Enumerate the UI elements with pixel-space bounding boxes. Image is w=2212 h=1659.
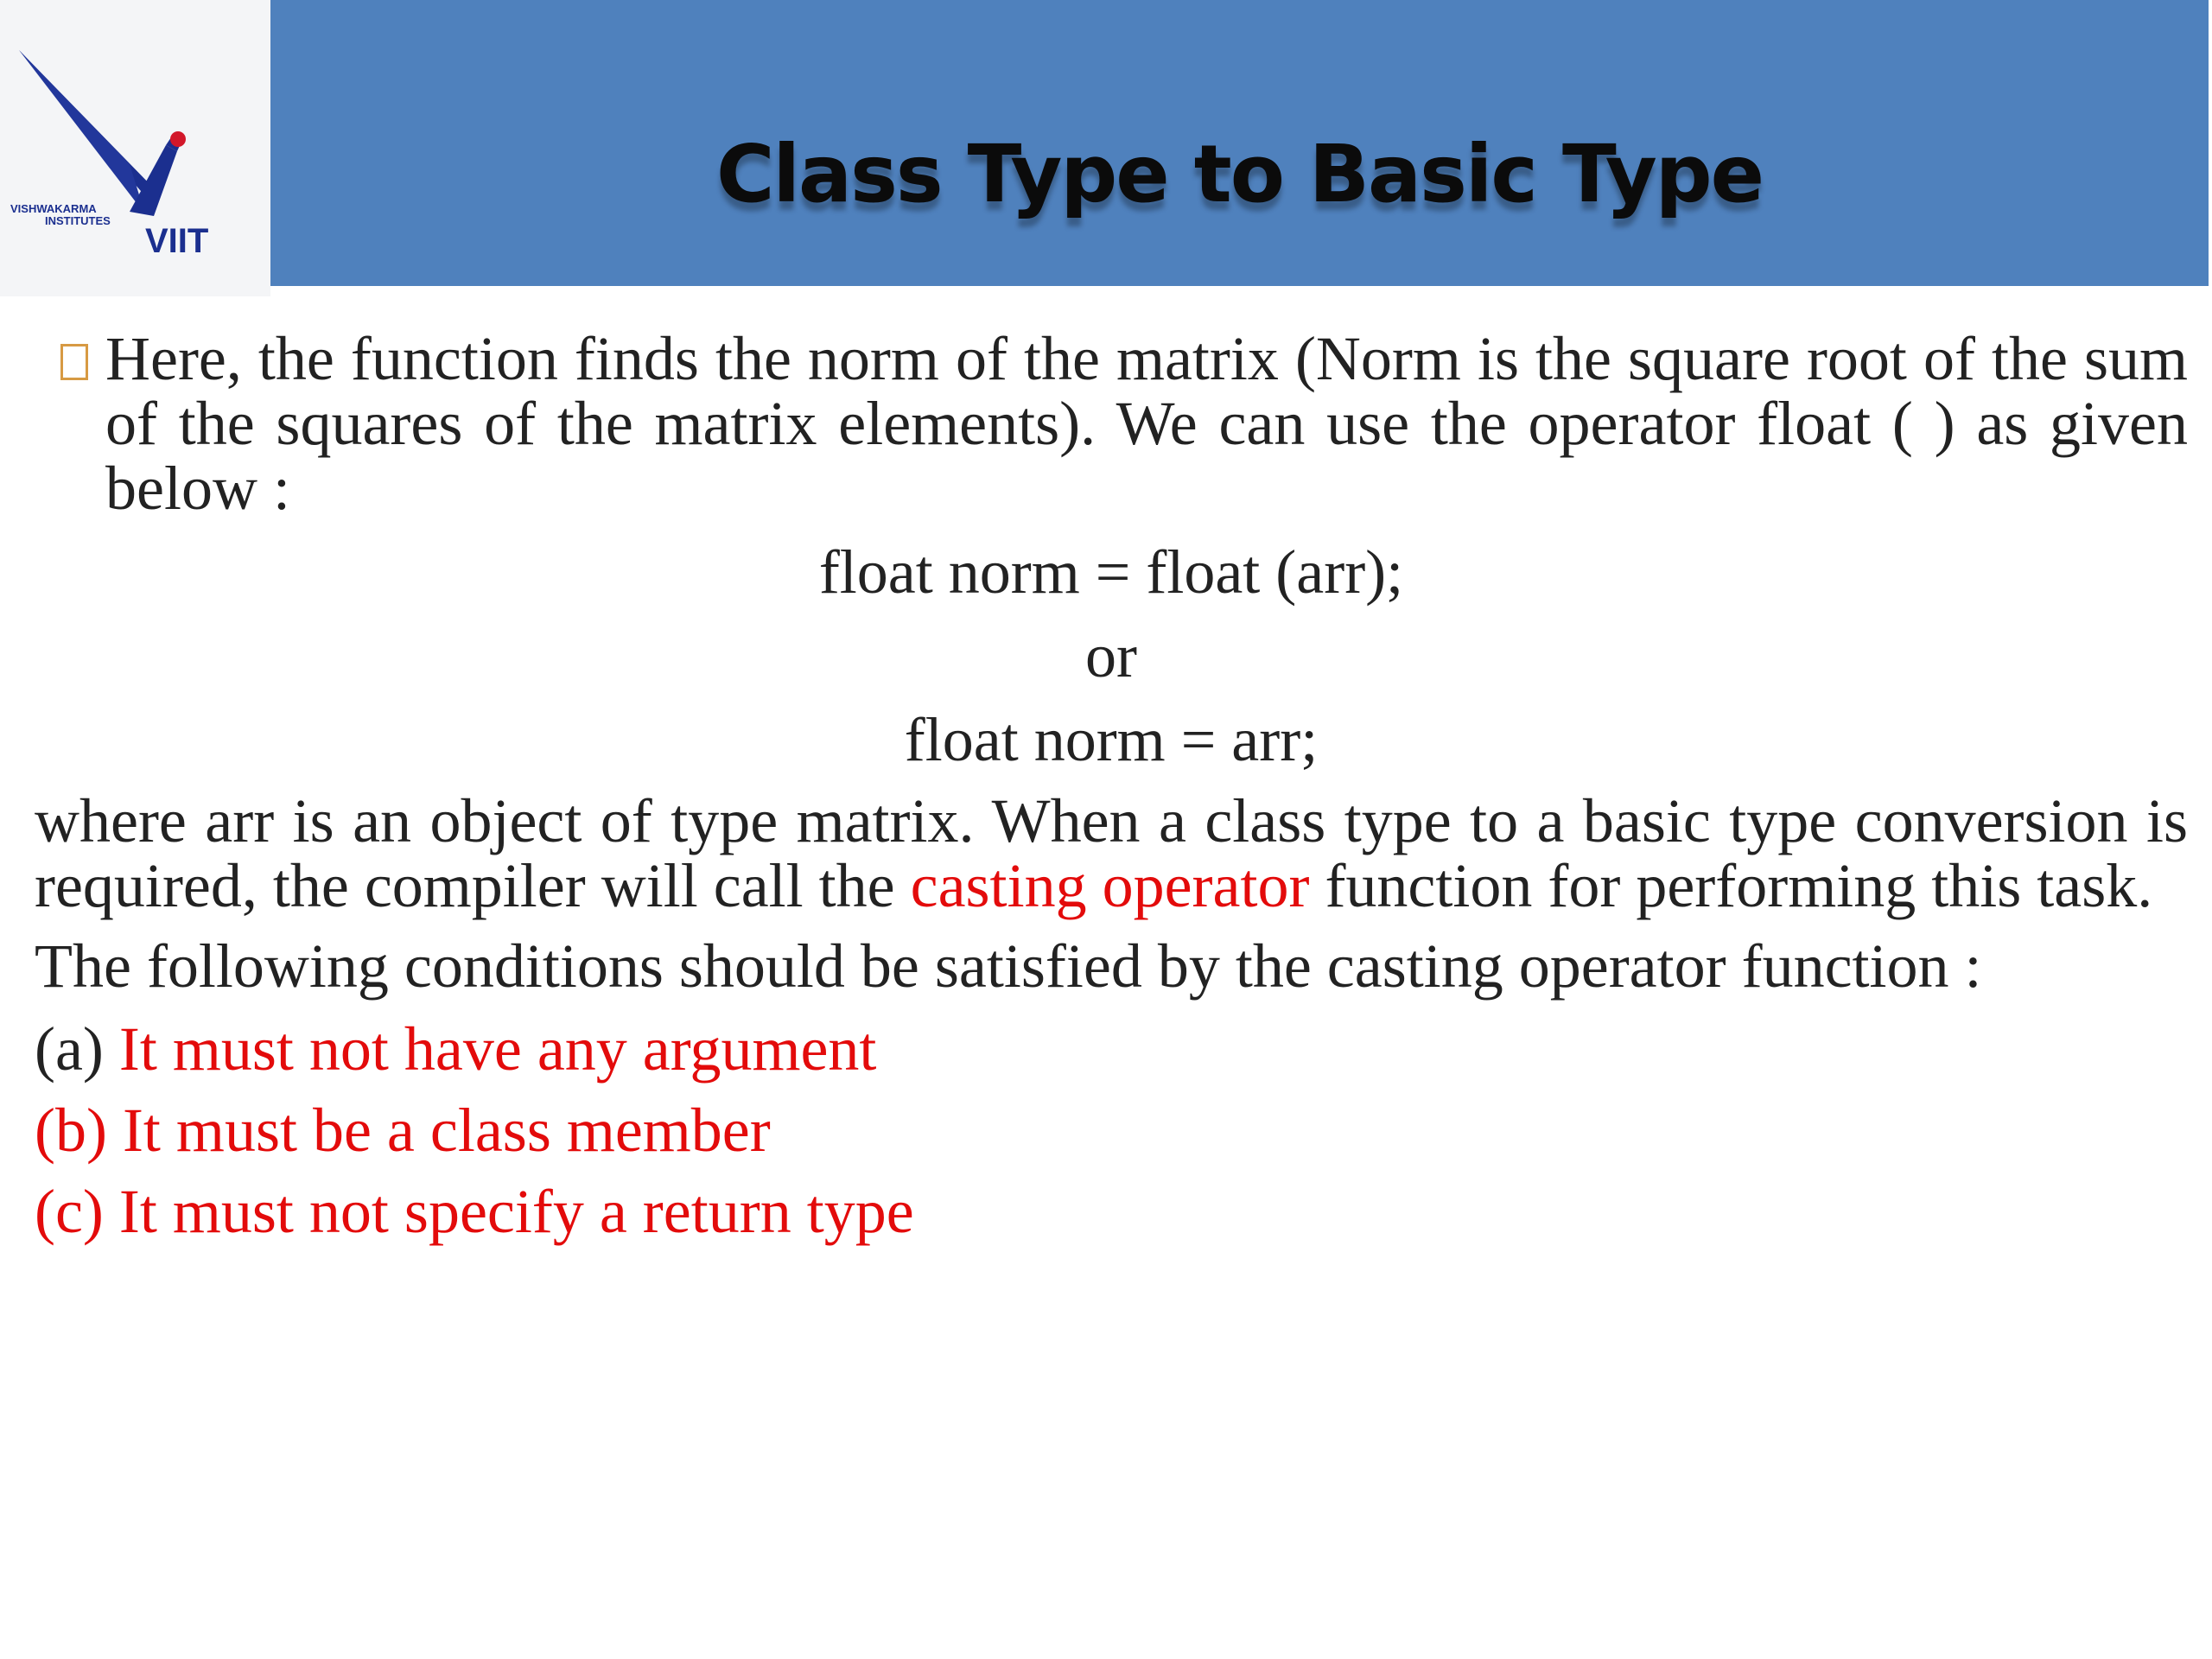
following-paragraph: The following conditions should be satisfied by the casting operator function : — [35, 931, 1982, 1001]
viit-logo-icon — [0, 0, 270, 296]
condition-a-label: (a) — [35, 1014, 104, 1084]
where-text-1: where arr is an object of type matrix. When a class type to a basic type conversion is required, the compiler will call the — [35, 786, 2188, 920]
or-text: or — [1085, 621, 1137, 690]
casting-operator-highlight: casting operator — [910, 851, 1310, 920]
condition-c: (c) It must not specify a return type — [35, 1177, 914, 1246]
logo-brand: VIIT — [145, 222, 209, 260]
code-line-1: float norm = float (arr); — [818, 537, 1404, 607]
condition-a — [35, 1016, 2188, 1082]
slide-content — [35, 324, 2188, 1246]
square-bullet-icon — [60, 344, 88, 380]
code-line-2: float norm = arr; — [904, 705, 1319, 774]
bullet-text: Here, the function finds the norm of the matrix (Norm is the square root of the sum of the squares of the matrix elements). We can use the operator float ( ) as given below : — [105, 324, 2188, 523]
where-paragraph — [35, 786, 2188, 920]
condition-a-text: It must not have any argument — [118, 1014, 877, 1084]
logo-line2: INSTITUTES — [45, 214, 111, 227]
where-text-2: function for performing this task. — [1325, 851, 2153, 920]
bullet-paragraph — [35, 324, 2188, 523]
page-title: Class Type to Basic Type — [715, 128, 1764, 220]
condition-b: (b) It must be a class member — [35, 1096, 771, 1165]
logo-line1: VISHWAKARMA — [10, 202, 97, 215]
logo — [0, 0, 270, 296]
